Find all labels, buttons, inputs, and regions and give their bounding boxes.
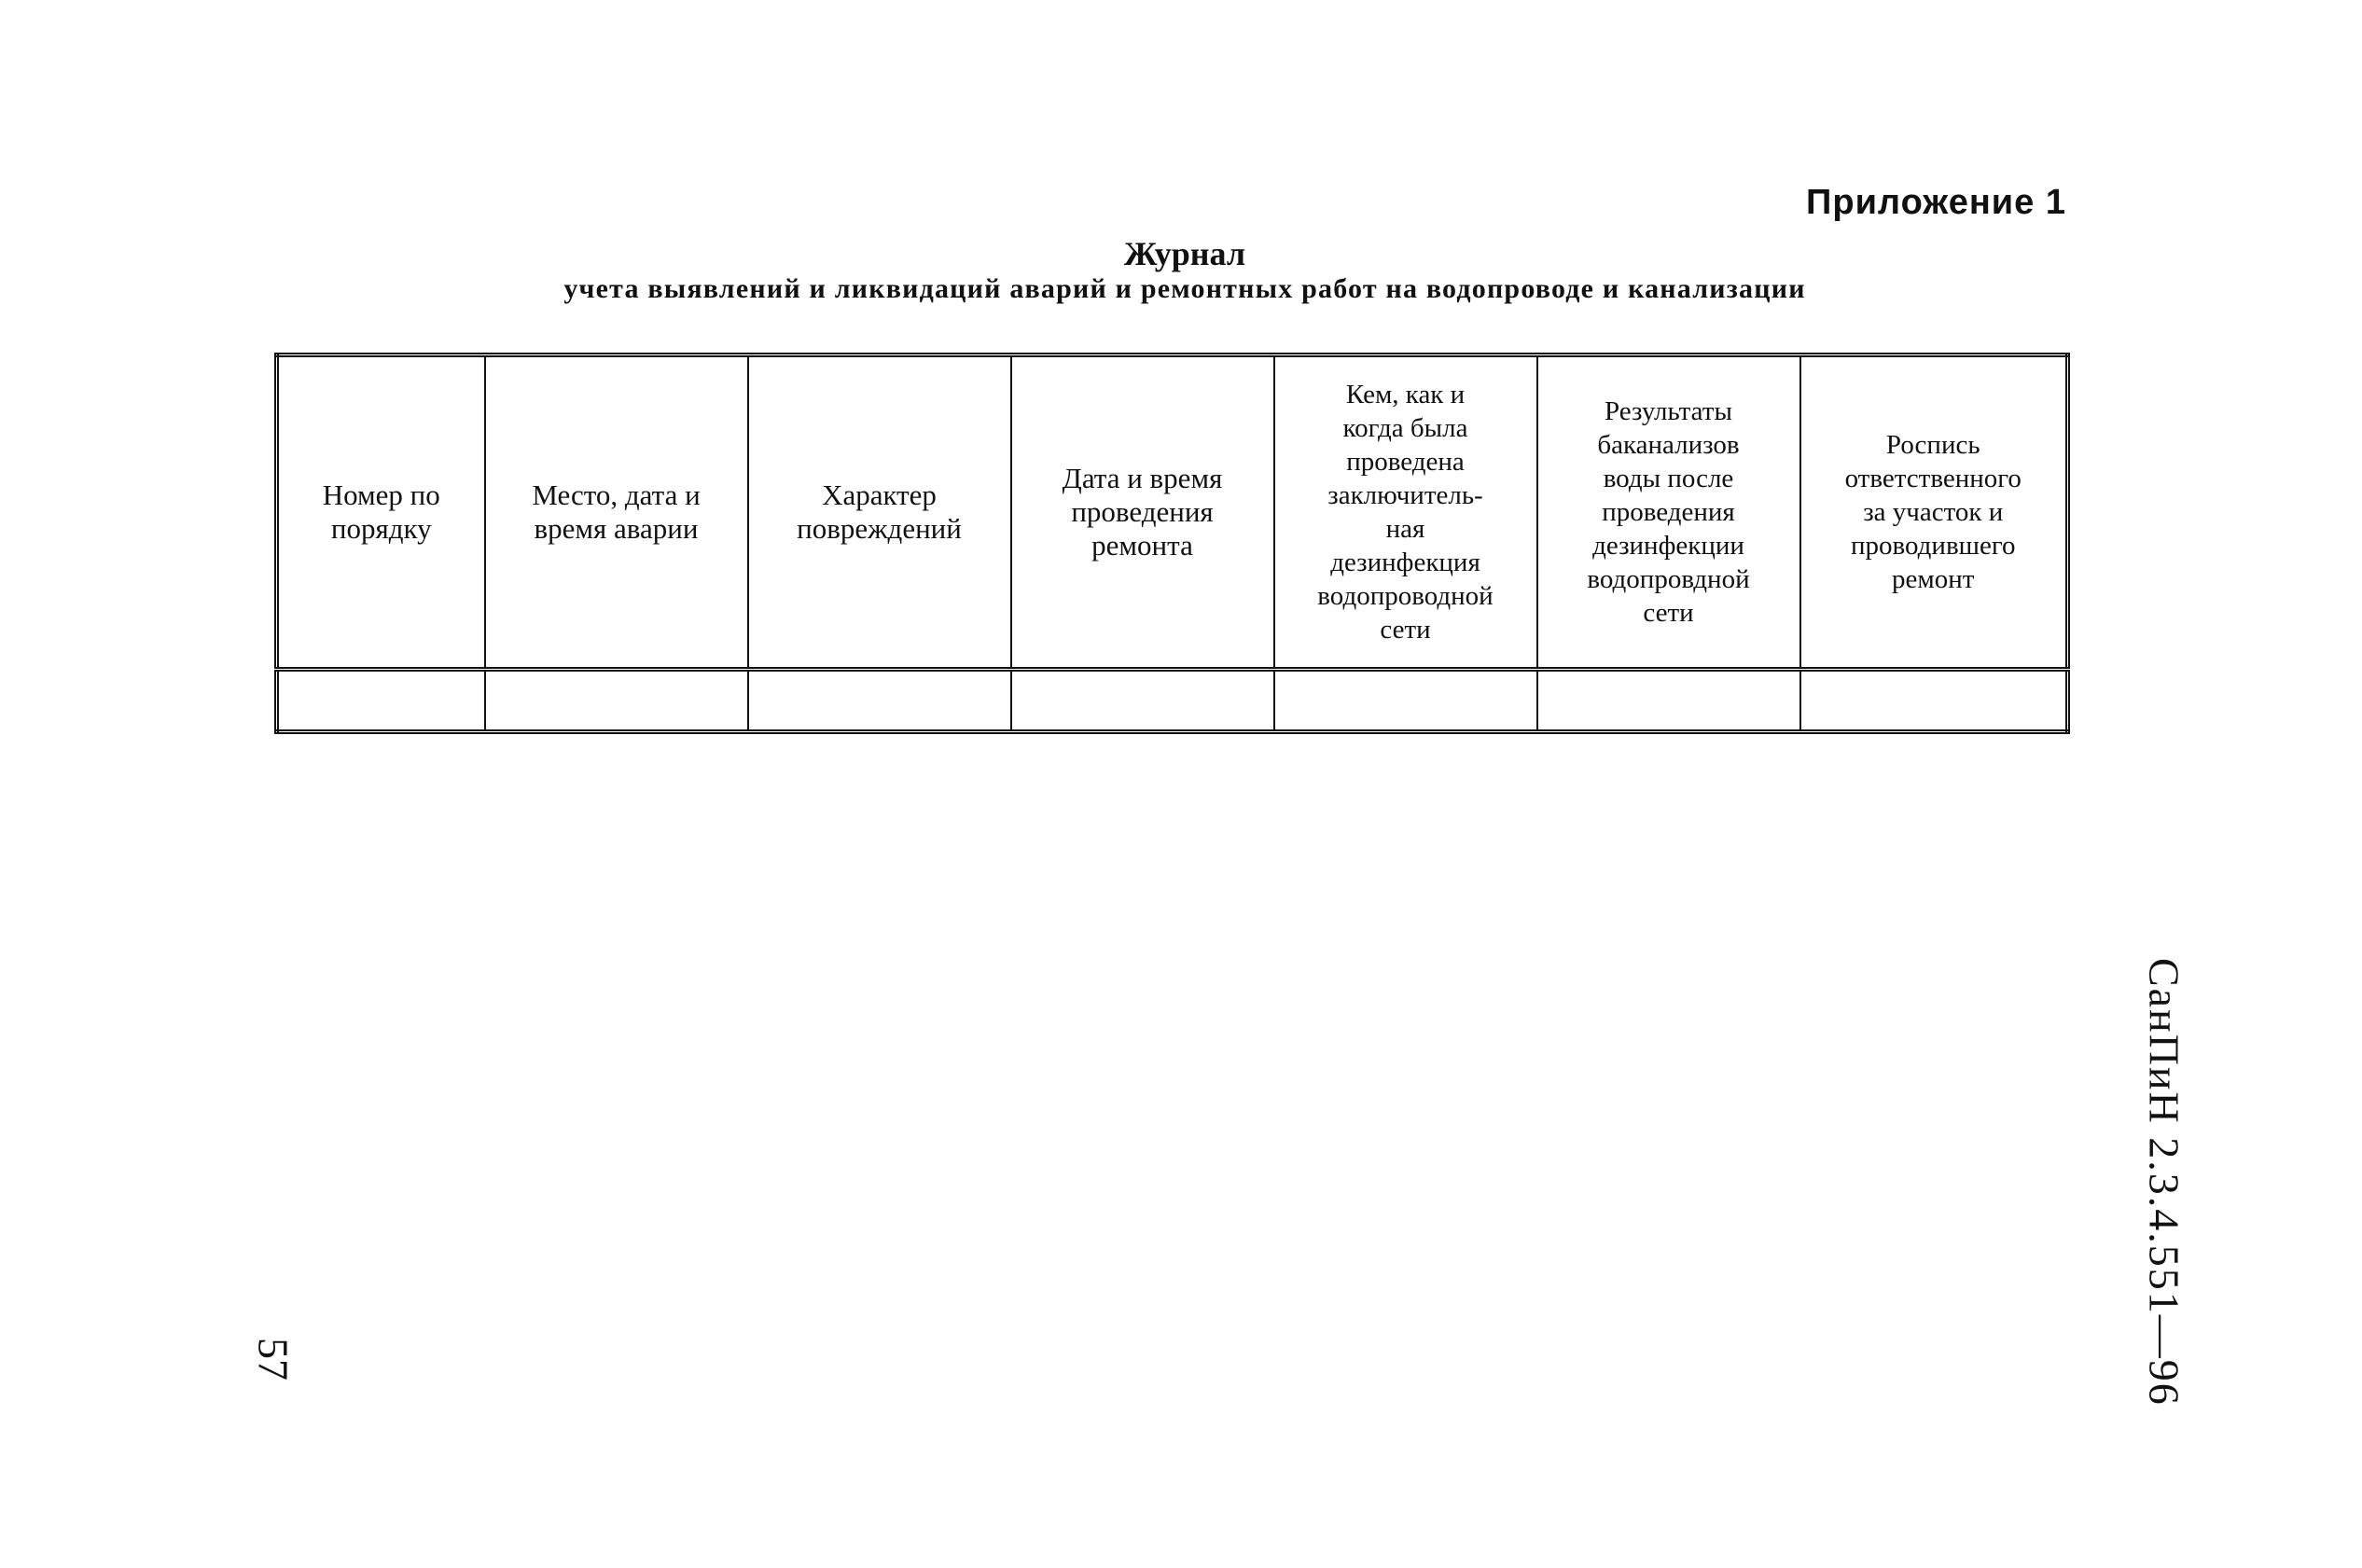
table-cell	[277, 670, 485, 732]
sanpin-code-vertical	[2140, 958, 2188, 1407]
journal-table	[274, 353, 2070, 734]
table-cell	[485, 670, 748, 732]
page-number-text: 57	[249, 1338, 298, 1381]
header-responsible-signature: Роспись ответственного за участок и проводившего ремонт	[1800, 355, 2068, 670]
header-place-date-time: Место, дата и время аварии	[485, 355, 748, 670]
table-header-row	[277, 355, 2068, 670]
sanpin-code-text: СанПиН 2.3.4.551—96	[2140, 958, 2188, 1407]
header-order-number: Номер по порядку	[277, 355, 485, 670]
table-cell	[1011, 670, 1274, 732]
header-repair-date-time: Дата и время проведения ремонта	[1011, 355, 1274, 670]
journal-subtitle: учета выявлений и ликвидаций аварий и ремонтных работ на водопроводе и канализации	[563, 273, 1806, 304]
appendix-label: Приложение 1	[1806, 183, 2066, 222]
table-cell	[1537, 670, 1800, 732]
table-row	[277, 670, 2068, 732]
header-damage-type: Характер повреждений	[748, 355, 1011, 670]
journal-title: Журнал	[1123, 235, 1246, 272]
table-cell	[748, 670, 1011, 732]
table-cell	[1274, 670, 1537, 732]
table-cell	[1800, 670, 2068, 732]
header-disinfection-info: Кем, как и когда была проведена заключитель- ная дезинфекция водопроводной сети	[1274, 355, 1537, 670]
page-number-vertical	[250, 1326, 297, 1392]
header-bacteria-results: Результаты баканализов воды после проведения дезинфекции водопровдной сети	[1537, 355, 1800, 670]
